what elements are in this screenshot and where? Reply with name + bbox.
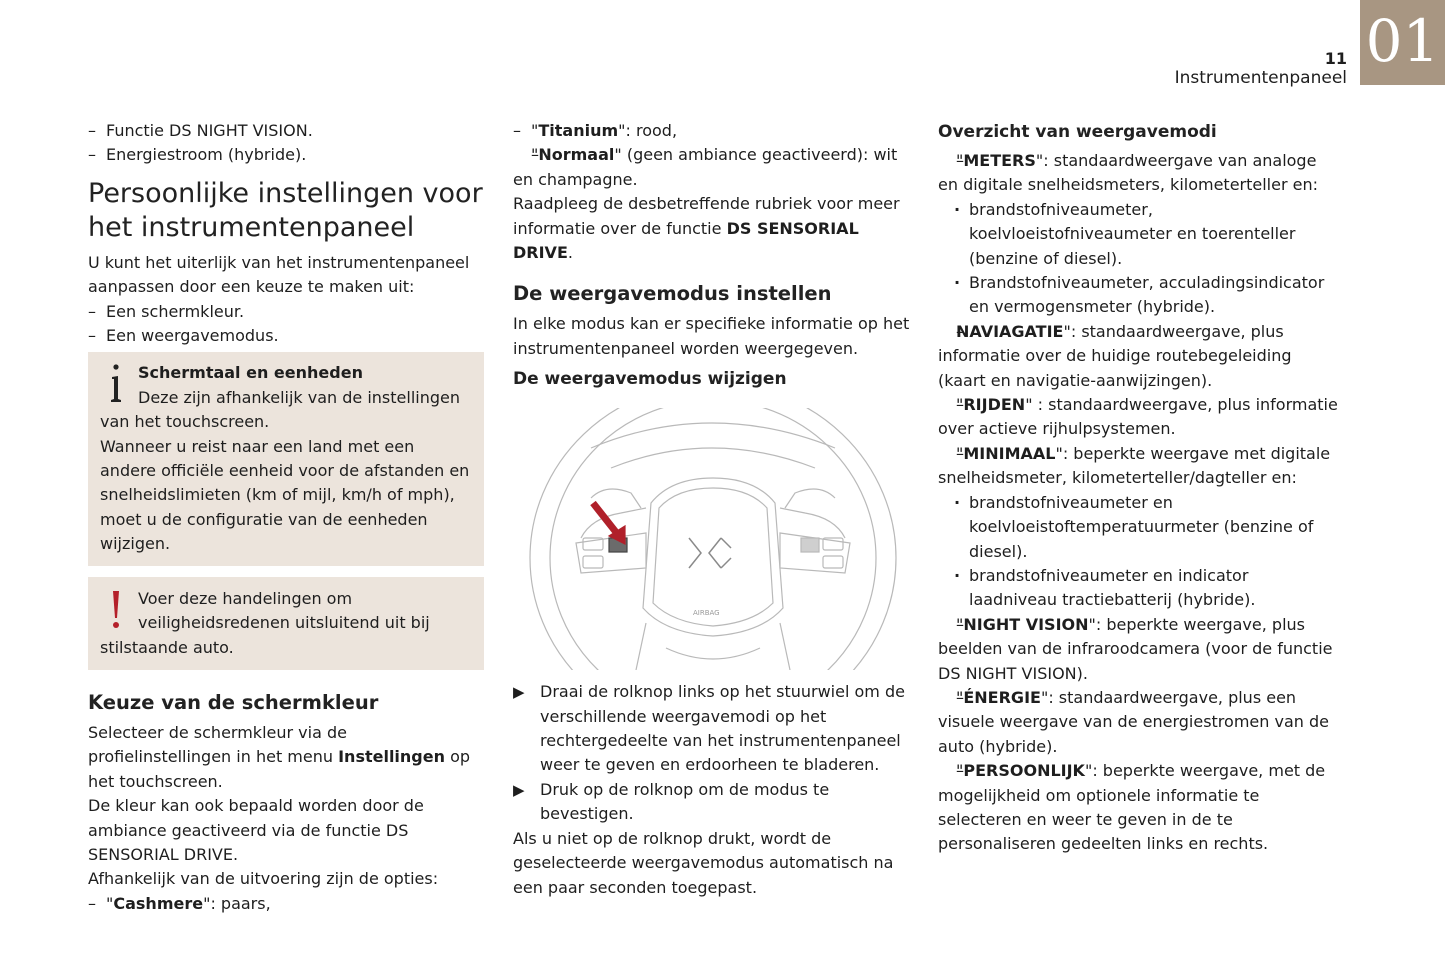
list-item: – "ÉNERGIE": standaardweergave, plus een visuele weergave van de energiestromen van de auto (hybride).: [938, 686, 1338, 759]
intro-text: U kunt het uiterlijk van het instrumentenpaneel aanpassen door een keuze te maken uit:: [88, 252, 470, 297]
heading-set-mode: De weergavemodus instellen: [513, 282, 832, 306]
color-text: Afhankelijk van de uitvoering zijn de opties:: [88, 869, 439, 889]
list-item: – "NIGHT VISION": beperkte weergave, plus beelden van de infraroodcamera (voor de functie DS NIGHT VISION).: [938, 613, 1338, 686]
instruction-step: ▶ Draai de rolknop links op het stuurwiel om de verschillende weergavemodi op het rechtergedeelte van het instrumentenpaneel weer te geven en erdoorheen te bladeren.: [513, 682, 905, 775]
list-item: – Een weergavemodus.: [88, 324, 484, 348]
set-text: In elke modus kan er specifieke informatie op het instrumentenpaneel worden weergegeven.: [513, 314, 910, 358]
bullet-item: · brandstofniveaumeter, koelvloeistofniveaumeter en toerenteller (benzine of diesel).: [938, 198, 1338, 271]
list-item: – "RIJDEN" : standaardweergave, plus informatie over actieve rijhulpsystemen.: [938, 393, 1338, 442]
color-text: De kleur kan ook bepaald worden door de ambiance geactiveerd via de functie DS SENSORIAL DRIVE.: [88, 796, 424, 864]
warning-icon: [100, 587, 138, 631]
chapter-number: 01: [1365, 7, 1440, 75]
column-middle: [513, 119, 913, 900]
chapter-tab: [1360, 0, 1445, 85]
info-box-text: Wanneer u reist naar een land met een andere officiële eenheid voor de afstanden en snelheidslimieten (km of mijl, km/h of mph), moet u de configuratie van de eenheden wijzigen.: [100, 436, 470, 554]
steering-wheel-illustration: [521, 408, 905, 670]
airbag-label: AIRBAG: [693, 609, 720, 618]
page-number: 11: [1324, 49, 1347, 68]
list-item: – "PERSOONLIJK": beperkte weergave, met de mogelijkheid om optionele informatie te selecteren en weer te geven in de te personaliseren gedeelten links en rechts.: [938, 759, 1338, 857]
info-box-title: Schermtaal en eenheden: [138, 363, 363, 383]
list-item: – "Normaal" (geen ambiance geactiveerd): wit en champagne.: [513, 143, 913, 192]
list-item: – Energiestroom (hybride).: [88, 143, 484, 167]
heading-change-mode: De weergavemodus wijzigen: [513, 369, 787, 390]
list-item: – "METERS": standaardweergave van analoge en digitale snelheidsmeters, kilometerteller en:: [938, 149, 1338, 198]
list-item: – Functie DS NIGHT VISION.: [88, 119, 484, 143]
overview-heading: Overzicht van weergavemodi: [938, 122, 1217, 142]
step-note: Als u niet op de rolknop drukt, wordt de geselecteerde weergavemodus automatisch na een paar seconden toegepast.: [513, 828, 894, 897]
warning-box-text: Voer deze handelingen om veiligheidsredenen uitsluitend uit bij stilstaande auto.: [100, 588, 430, 657]
play-icon: ▶: [513, 780, 525, 799]
section-title: Instrumentenpaneel: [1174, 68, 1347, 88]
list-item: – NAVIAGATIE": standaardweergave, plus informatie over de huidige routebegeleiding (kaart en navigatie-aanwijzingen).: [938, 320, 1338, 393]
list-item: – "MINIMAAL": beperkte weergave met digitale snelheidsmeter, kilometerteller/dagteller en:: [938, 442, 1338, 491]
bullet-item: · brandstofniveaumeter en indicator laadniveau tractiebatterij (hybride).: [938, 564, 1338, 613]
bullet-item: · brandstofniveaumeter en koelvloeistoftemperatuurmeter (benzine of diesel).: [938, 491, 1338, 564]
color-heading: Keuze van de schermkleur: [88, 690, 379, 714]
instruction-step: ▶ Druk op de rolknop om de modus te bevestigen.: [513, 779, 830, 824]
warning-box: [88, 577, 484, 670]
main-heading: Persoonlijke instellingen voor het instrumentenpaneel: [88, 177, 483, 243]
info-box: [88, 352, 484, 565]
play-icon: ▶: [513, 683, 525, 702]
info-box-text: Deze zijn afhankelijk van de instellingen van het touchscreen.: [100, 387, 460, 432]
list-item: – "Cashmere": paars,: [88, 892, 484, 916]
refer-text: Raadpleeg de desbetreffende rubriek voor meer informatie over de functie DS SENSORIAL DRIVE.: [513, 194, 900, 263]
column-left: [88, 119, 484, 916]
list-item: – "Titanium": rood,: [513, 119, 913, 143]
color-text: Selecteer de schermkleur via de profielinstellingen in het menu Instellingen op het touchscreen.: [88, 722, 471, 791]
info-icon: [100, 361, 138, 405]
column-right: [938, 119, 1338, 857]
list-item: – Een schermkleur.: [88, 300, 484, 324]
bullet-item: · Brandstofniveaumeter, acculadingsindicator en vermogensmeter (hybride).: [938, 271, 1338, 320]
